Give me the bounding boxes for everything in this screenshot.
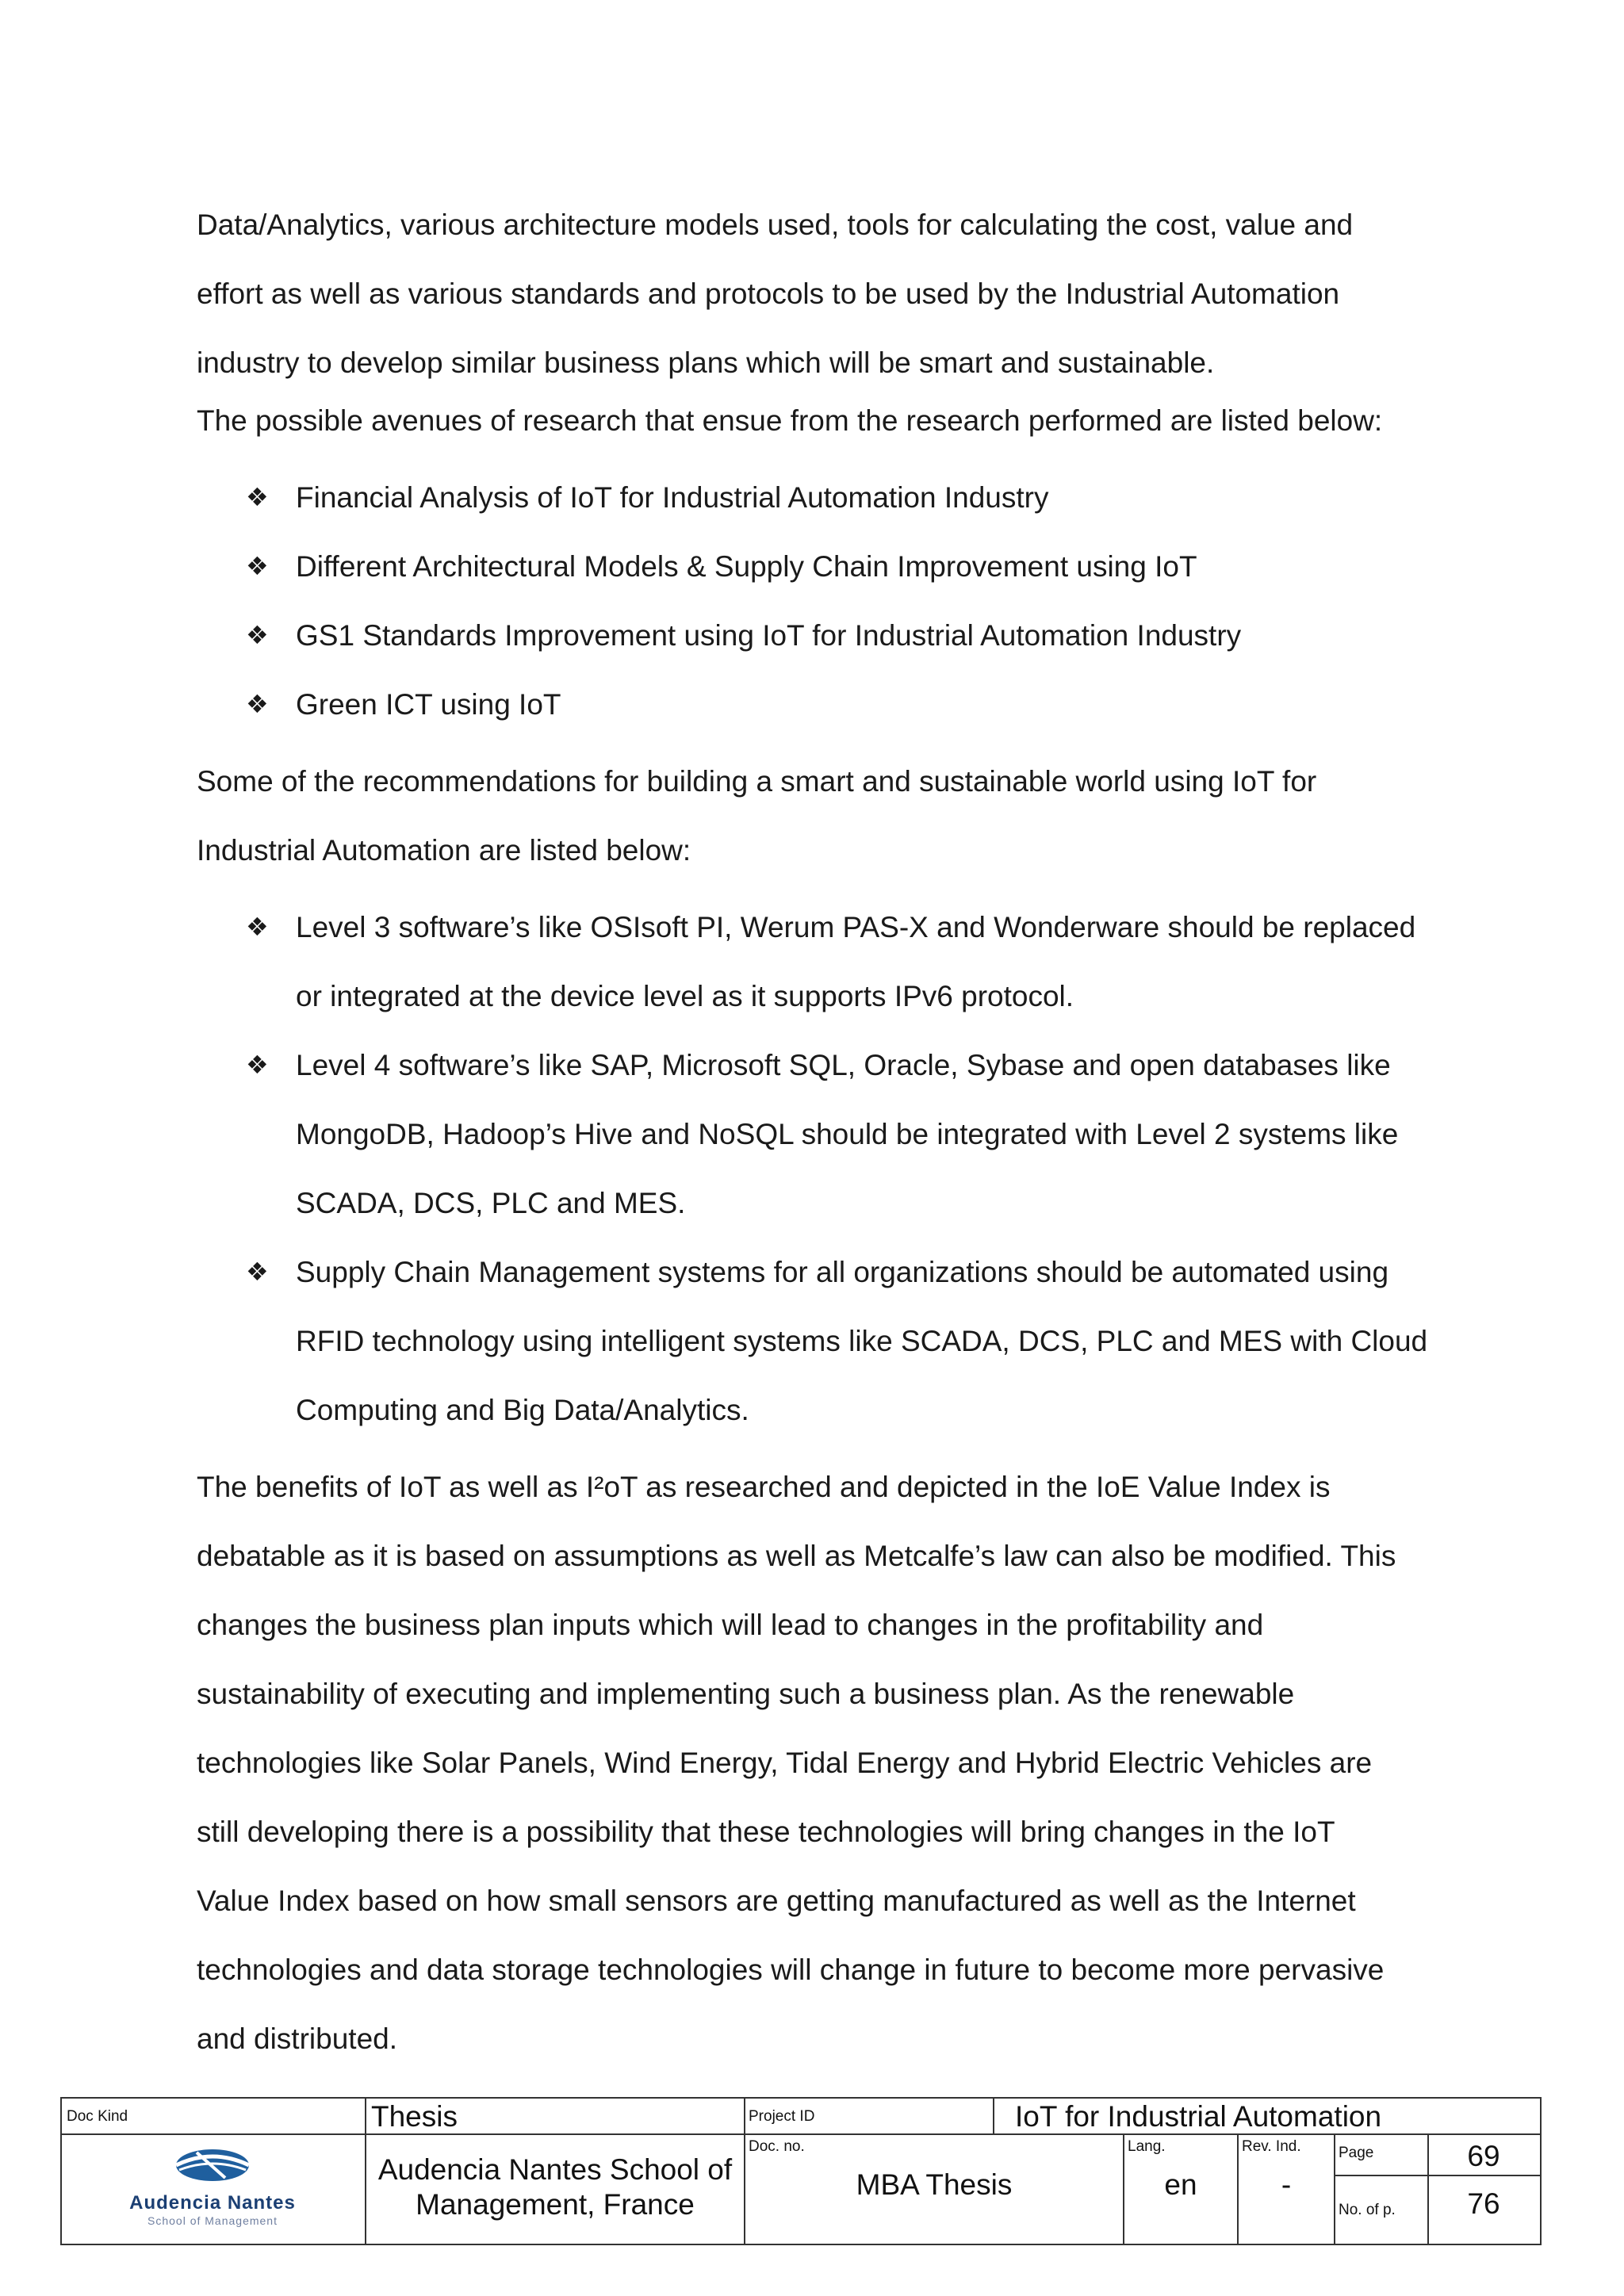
- audencia-logo: [78, 2146, 379, 2233]
- list-item: [197, 1238, 1434, 1445]
- rev-value: -: [1281, 2168, 1292, 2201]
- doc-kind-label: Doc Kind: [67, 2108, 128, 2125]
- footer-divider: [1334, 2175, 1542, 2176]
- diamond-bullet-icon: ❖: [246, 483, 269, 511]
- recommendations-list: [197, 893, 1434, 1445]
- list-item-text: Green ICT using IoT: [296, 688, 561, 721]
- diamond-bullet-icon: ❖: [246, 1050, 269, 1079]
- recommendations-intro-line-2: Industrial Automation are listed below:: [197, 834, 691, 867]
- list-item: [197, 1031, 1434, 1238]
- intro-line-3: industry to develop similar business plans which will be smart and sustainable.: [197, 346, 1215, 379]
- list-item-text: Level 3 software’s like OSIsoft PI, Werum PAS-X and Wonderware should be replaced: [296, 911, 1416, 943]
- list-item: [197, 463, 1434, 532]
- footer-divider: [993, 2099, 994, 2133]
- school-name-line-2: Management, France: [416, 2188, 695, 2221]
- benefits-line-6: still developing there is a possibility that these technologies will bring changes in the IoT: [197, 1816, 1335, 1848]
- list-item-text: Financial Analysis of IoT for Industrial Automation Industry: [296, 481, 1049, 514]
- logo-subtitle: School of Management: [147, 2214, 278, 2227]
- diamond-bullet-icon: ❖: [246, 552, 269, 580]
- benefits-line-2: debatable as it is based on assumptions as well as Metcalfe’s law can also be modified. This: [197, 1540, 1396, 1572]
- list-item-text: Different Architectural Models & Supply Chain Improvement using IoT: [296, 550, 1197, 583]
- benefits-line-1: The benefits of IoT as well as I²oT as researched and depicted in the IoE Value Index is: [197, 1471, 1331, 1503]
- avenues-intro: The possible avenues of research that ensue from the research performed are listed below:: [197, 404, 1383, 437]
- lang-label: Lang.: [1128, 2138, 1166, 2155]
- lang-value: en: [1164, 2168, 1197, 2201]
- diamond-bullet-icon: ❖: [246, 913, 269, 941]
- total-pages: 76: [1467, 2187, 1500, 2220]
- list-item: [197, 532, 1434, 601]
- document-footer-table: [60, 2097, 1542, 2245]
- pages-label: No. of p.: [1339, 2202, 1396, 2218]
- avenues-list: [197, 463, 1434, 739]
- page-label: Page: [1339, 2145, 1374, 2161]
- doc-no-label: Doc. no.: [749, 2138, 805, 2155]
- list-item-text: MongoDB, Hadoop’s Hive and NoSQL should be integrated with Level 2 systems like: [296, 1118, 1399, 1150]
- diamond-bullet-icon: ❖: [246, 690, 269, 718]
- intro-line-1: Data/Analytics, various architecture models used, tools for calculating the cost, value and: [197, 209, 1354, 241]
- rev-label: Rev. Ind.: [1242, 2138, 1301, 2155]
- page-number: 69: [1467, 2140, 1500, 2172]
- list-item-text: Level 4 software’s like SAP, Microsoft SQL, Oracle, Sybase and open databases like: [296, 1049, 1391, 1081]
- doc-kind-value: Thesis: [371, 2100, 458, 2133]
- benefits-line-3: changes the business plan inputs which will lead to changes in the profitability and: [197, 1609, 1264, 1641]
- list-item: [197, 601, 1434, 670]
- list-item-text: or integrated at the device level as it supports IPv6 protocol.: [296, 980, 1074, 1012]
- logo-name: Audencia Nantes: [129, 2192, 296, 2214]
- list-item-text: SCADA, DCS, PLC and MES.: [296, 1187, 686, 1219]
- list-item: [197, 670, 1434, 739]
- benefits-line-8: technologies and data storage technologies will change in future to become more pervasive: [197, 1954, 1385, 1986]
- footer-divider: [1334, 2133, 1335, 2244]
- intro-line-2: effort as well as various standards and protocols to be used by the Industrial Automation: [197, 277, 1340, 310]
- school-name-line-1: Audencia Nantes School of: [377, 2153, 733, 2186]
- benefits-line-4: sustainability of executing and implementing such a business plan. As the renewable: [197, 1678, 1295, 1710]
- list-item: [197, 893, 1434, 1031]
- diamond-bullet-icon: ❖: [246, 1257, 269, 1286]
- recommendations-intro-line-1: Some of the recommendations for building a smart and sustainable world using IoT for: [197, 765, 1317, 798]
- page-body: [197, 190, 1434, 2073]
- list-item-text: Computing and Big Data/Analytics.: [296, 1394, 749, 1426]
- school-name: [366, 2152, 744, 2222]
- diamond-bullet-icon: ❖: [246, 621, 269, 649]
- doc-no-value: MBA Thesis: [856, 2168, 1013, 2201]
- list-item-text: RFID technology using intelligent systems like SCADA, DCS, PLC and MES with Cloud: [296, 1325, 1428, 1357]
- list-item-text: Supply Chain Management systems for all organizations should be automated using: [296, 1256, 1389, 1288]
- benefits-line-7: Value Index based on how small sensors are getting manufactured as well as the Internet: [197, 1885, 1356, 1917]
- project-id-value: IoT for Industrial Automation: [1015, 2100, 1382, 2133]
- list-item-text: GS1 Standards Improvement using IoT for Industrial Automation Industry: [296, 619, 1242, 652]
- project-id-label: Project ID: [749, 2108, 815, 2125]
- footer-divider: [62, 2133, 1540, 2135]
- benefits-line-9: and distributed.: [197, 2022, 398, 2055]
- benefits-line-5: technologies like Solar Panels, Wind Energy, Tidal Energy and Hybrid Electric Vehicles are: [197, 1747, 1373, 1779]
